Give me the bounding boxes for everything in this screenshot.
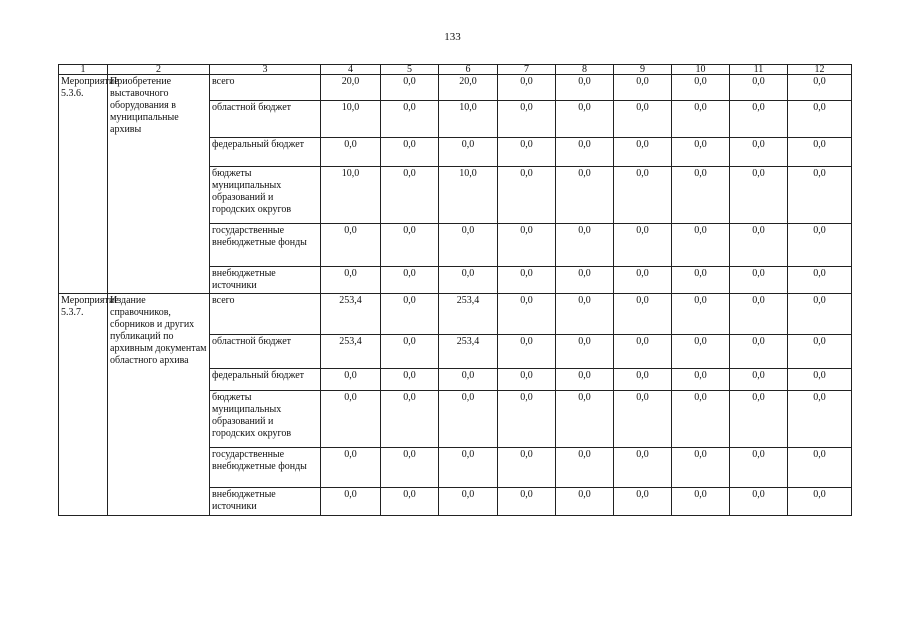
value-cell: 0,0 bbox=[556, 448, 614, 488]
header-cell: 6 bbox=[439, 65, 498, 75]
value-cell: 0,0 bbox=[788, 335, 852, 369]
budget-table bbox=[58, 64, 852, 516]
value-cell: 0,0 bbox=[439, 391, 498, 448]
value-cell: 0,0 bbox=[614, 167, 672, 224]
value-cell: 0,0 bbox=[730, 75, 788, 101]
value-cell: 10,0 bbox=[439, 101, 498, 138]
header-cell: 2 bbox=[108, 65, 210, 75]
value-cell: 0,0 bbox=[614, 448, 672, 488]
value-cell: 0,0 bbox=[672, 391, 730, 448]
value-cell: 0,0 bbox=[614, 369, 672, 391]
value-cell: 0,0 bbox=[498, 138, 556, 167]
value-cell: 0,0 bbox=[788, 267, 852, 294]
value-cell: 0,0 bbox=[556, 167, 614, 224]
value-cell: 0,0 bbox=[498, 294, 556, 335]
value-cell: 0,0 bbox=[381, 488, 439, 516]
value-cell: 0,0 bbox=[498, 369, 556, 391]
value-cell: 10,0 bbox=[439, 167, 498, 224]
value-cell: 0,0 bbox=[788, 224, 852, 267]
value-cell: 20,0 bbox=[321, 75, 381, 101]
value-cell: 0,0 bbox=[439, 138, 498, 167]
value-cell: 0,0 bbox=[498, 267, 556, 294]
value-cell: 0,0 bbox=[321, 267, 381, 294]
funding-source: всего bbox=[210, 294, 321, 335]
value-cell: 0,0 bbox=[498, 448, 556, 488]
value-cell: 0,0 bbox=[614, 391, 672, 448]
value-cell: 0,0 bbox=[381, 138, 439, 167]
header-cell: 1 bbox=[59, 65, 108, 75]
header-cell: 7 bbox=[498, 65, 556, 75]
value-cell: 0,0 bbox=[556, 391, 614, 448]
value-cell: 0,0 bbox=[614, 335, 672, 369]
table-row bbox=[59, 75, 852, 101]
value-cell: 0,0 bbox=[556, 488, 614, 516]
value-cell: 0,0 bbox=[556, 369, 614, 391]
value-cell: 253,4 bbox=[321, 335, 381, 369]
value-cell: 20,0 bbox=[439, 75, 498, 101]
header-cell: 10 bbox=[672, 65, 730, 75]
value-cell: 10,0 bbox=[321, 101, 381, 138]
header-cell: 4 bbox=[321, 65, 381, 75]
measure-id: Мероприятие 5.3.7. bbox=[59, 294, 108, 516]
header-cell: 12 bbox=[788, 65, 852, 75]
value-cell: 0,0 bbox=[730, 224, 788, 267]
funding-source: бюджеты муниципальных образований и городских округов bbox=[210, 391, 321, 448]
value-cell: 0,0 bbox=[788, 369, 852, 391]
value-cell: 0,0 bbox=[788, 138, 852, 167]
value-cell: 0,0 bbox=[730, 167, 788, 224]
funding-source: областной бюджет bbox=[210, 101, 321, 138]
value-cell: 0,0 bbox=[439, 369, 498, 391]
value-cell: 0,0 bbox=[672, 448, 730, 488]
value-cell: 0,0 bbox=[556, 335, 614, 369]
value-cell: 0,0 bbox=[672, 101, 730, 138]
value-cell: 0,0 bbox=[498, 101, 556, 138]
value-cell: 0,0 bbox=[381, 369, 439, 391]
header-cell: 8 bbox=[556, 65, 614, 75]
value-cell: 0,0 bbox=[321, 448, 381, 488]
value-cell: 0,0 bbox=[498, 488, 556, 516]
value-cell: 0,0 bbox=[556, 294, 614, 335]
value-cell: 0,0 bbox=[730, 335, 788, 369]
value-cell: 253,4 bbox=[439, 335, 498, 369]
value-cell: 0,0 bbox=[381, 448, 439, 488]
value-cell: 0,0 bbox=[556, 138, 614, 167]
value-cell: 0,0 bbox=[556, 75, 614, 101]
value-cell: 0,0 bbox=[556, 267, 614, 294]
value-cell: 0,0 bbox=[381, 267, 439, 294]
value-cell: 0,0 bbox=[439, 224, 498, 267]
funding-source: государственные внебюджетные фонды bbox=[210, 448, 321, 488]
value-cell: 0,0 bbox=[672, 224, 730, 267]
value-cell: 0,0 bbox=[730, 391, 788, 448]
value-cell: 0,0 bbox=[788, 101, 852, 138]
value-cell: 0,0 bbox=[614, 224, 672, 267]
funding-source: государственные внебюджетные фонды bbox=[210, 224, 321, 267]
value-cell: 0,0 bbox=[730, 101, 788, 138]
funding-source: внебюджетные источники bbox=[210, 488, 321, 516]
value-cell: 0,0 bbox=[672, 294, 730, 335]
funding-source: областной бюджет bbox=[210, 335, 321, 369]
value-cell: 0,0 bbox=[321, 391, 381, 448]
value-cell: 0,0 bbox=[730, 369, 788, 391]
value-cell: 0,0 bbox=[498, 335, 556, 369]
funding-source: всего bbox=[210, 75, 321, 101]
measure-id: Мероприятие 5.3.6. bbox=[59, 75, 108, 294]
value-cell: 0,0 bbox=[730, 267, 788, 294]
value-cell: 0,0 bbox=[730, 294, 788, 335]
value-cell: 10,0 bbox=[321, 167, 381, 224]
funding-source: бюджеты муниципальных образований и городских округов bbox=[210, 167, 321, 224]
value-cell: 0,0 bbox=[672, 369, 730, 391]
header-cell: 9 bbox=[614, 65, 672, 75]
table-row bbox=[59, 294, 852, 335]
value-cell: 0,0 bbox=[672, 488, 730, 516]
value-cell: 0,0 bbox=[498, 167, 556, 224]
page-number: 133 bbox=[444, 31, 461, 43]
value-cell: 0,0 bbox=[672, 138, 730, 167]
value-cell: 0,0 bbox=[788, 75, 852, 101]
value-cell: 0,0 bbox=[614, 101, 672, 138]
value-cell: 0,0 bbox=[788, 294, 852, 335]
value-cell: 0,0 bbox=[381, 75, 439, 101]
value-cell: 0,0 bbox=[556, 224, 614, 267]
funding-source: федеральный бюджет bbox=[210, 369, 321, 391]
value-cell: 0,0 bbox=[321, 488, 381, 516]
funding-source: федеральный бюджет bbox=[210, 138, 321, 167]
value-cell: 0,0 bbox=[498, 75, 556, 101]
value-cell: 0,0 bbox=[672, 75, 730, 101]
value-cell: 0,0 bbox=[672, 167, 730, 224]
value-cell: 0,0 bbox=[321, 138, 381, 167]
header-cell: 5 bbox=[381, 65, 439, 75]
header-cell: 11 bbox=[730, 65, 788, 75]
value-cell: 0,0 bbox=[614, 488, 672, 516]
value-cell: 253,4 bbox=[321, 294, 381, 335]
value-cell: 0,0 bbox=[672, 335, 730, 369]
value-cell: 0,0 bbox=[788, 391, 852, 448]
value-cell: 0,0 bbox=[439, 448, 498, 488]
value-cell: 0,0 bbox=[439, 267, 498, 294]
value-cell: 0,0 bbox=[556, 101, 614, 138]
table-body bbox=[59, 65, 852, 516]
value-cell: 253,4 bbox=[439, 294, 498, 335]
value-cell: 0,0 bbox=[381, 391, 439, 448]
value-cell: 0,0 bbox=[614, 138, 672, 167]
value-cell: 0,0 bbox=[614, 267, 672, 294]
header-row bbox=[59, 65, 852, 75]
value-cell: 0,0 bbox=[321, 369, 381, 391]
value-cell: 0,0 bbox=[381, 335, 439, 369]
funding-source: внебюджетные источники bbox=[210, 267, 321, 294]
measure-name: Издание справочников, сборников и других публикаций по архивным документам областного архива bbox=[108, 294, 210, 516]
value-cell: 0,0 bbox=[381, 167, 439, 224]
value-cell: 0,0 bbox=[498, 391, 556, 448]
value-cell: 0,0 bbox=[730, 448, 788, 488]
value-cell: 0,0 bbox=[381, 101, 439, 138]
value-cell: 0,0 bbox=[381, 294, 439, 335]
value-cell: 0,0 bbox=[439, 488, 498, 516]
value-cell: 0,0 bbox=[788, 167, 852, 224]
value-cell: 0,0 bbox=[788, 488, 852, 516]
value-cell: 0,0 bbox=[730, 138, 788, 167]
value-cell: 0,0 bbox=[730, 488, 788, 516]
value-cell: 0,0 bbox=[498, 224, 556, 267]
header-cell: 3 bbox=[210, 65, 321, 75]
value-cell: 0,0 bbox=[321, 224, 381, 267]
measure-name: Приобретение выставочного оборудования в муниципальные архивы bbox=[108, 75, 210, 294]
value-cell: 0,0 bbox=[381, 224, 439, 267]
value-cell: 0,0 bbox=[614, 294, 672, 335]
value-cell: 0,0 bbox=[788, 448, 852, 488]
value-cell: 0,0 bbox=[614, 75, 672, 101]
value-cell: 0,0 bbox=[672, 267, 730, 294]
